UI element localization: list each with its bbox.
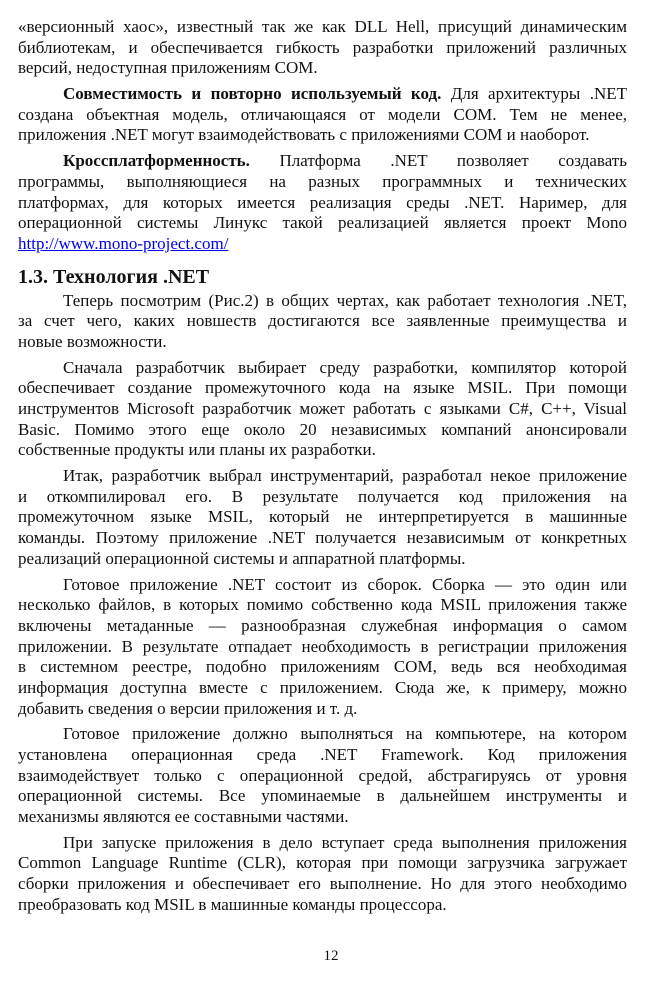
paragraph	[18, 724, 627, 827]
bold-lead: Совместимость и повторно используемый код.	[63, 84, 442, 104]
text-line: реализаций операционной системы и аппаратной платформы.	[18, 548, 466, 568]
paragraph	[18, 17, 627, 79]
text-line: промежуточном языке MSIL, который не интерпретируется в машинные	[18, 507, 627, 527]
text-line: новые возможности.	[18, 331, 167, 351]
section-heading: 1.3. Технология .NET	[18, 265, 210, 288]
text-line: обеспечивает создание промежуточного кода на языке MSIL. При помощи	[18, 378, 627, 398]
paragraph	[18, 151, 627, 254]
text-line: библиотекам, и обеспечивается гибкость разработки приложений различных	[18, 37, 627, 57]
text-line: информация доступна вместе с приложением. Сюда же, к примеру, можно	[18, 677, 627, 697]
text-line: При запуске приложения в дело вступает среда выполнения приложения	[63, 832, 627, 852]
text-line	[18, 84, 627, 105]
text-line: версий, недоступная приложениям COM.	[18, 58, 318, 78]
paragraph	[18, 575, 627, 720]
paragraph	[18, 84, 627, 146]
text-line: собственные продукты или планы их разработки.	[18, 440, 376, 460]
text-line: платформах, для которых имеется реализация среды .NET. Наример, для	[18, 192, 627, 212]
paragraph	[18, 833, 627, 916]
line-text: Платформа .NET позволяет создавать	[249, 151, 627, 171]
text-line: Common Language Runtime (CLR), которая при помощи загрузчика загружает	[18, 853, 627, 873]
section-intro	[18, 17, 627, 255]
text-line: включены метаданные — разнообразная служебная информация о самом	[18, 615, 627, 635]
text-line: приложения .NET могут взаимодействовать с приложениями COM и наоборот.	[18, 125, 590, 145]
text-line: Итак, разработчик выбрал инструментарий, разработал некое приложение	[63, 466, 627, 486]
text-line: в системном реестре, подобно приложениям COM, ведь вся необходимая	[18, 657, 627, 677]
text-line: операционной системы. Все упоминаемые в дальнейшем инструменты и	[18, 786, 627, 806]
paragraph	[18, 291, 627, 353]
text-line: и откомпилировал его. В результате получается код приложения на	[18, 486, 627, 506]
text-line: Basic. Помимо этого еще около 20 независимых компаний анонсировали	[18, 419, 627, 439]
text-line: приложении. В результате отпадает необходимость в регистрации приложения	[18, 636, 627, 656]
text-line: инструментов Microsoft разработчик может работать с языками C#, C++, Visual	[18, 399, 627, 418]
text-line: программы, выполняющиеся на разных программных и технических	[18, 171, 627, 191]
text-line: за счет чего, каких новшеств достигаются все заявленные преимущества и	[18, 311, 627, 331]
text-line: Готовое приложение .NET состоит из сборок. Сборка — это один или	[63, 574, 627, 594]
paragraph	[18, 466, 627, 569]
paragraph	[18, 358, 627, 461]
text-line	[18, 151, 627, 172]
bold-lead: Кроссплатформенность.	[63, 151, 250, 171]
text-line: взаимодействует только с операционной средой, абстрагируясь от уровня	[18, 765, 627, 785]
text-line: создана объектная модель, отличающаяся от модели COM. Тем не менее,	[18, 104, 627, 124]
text-line: операционной системы Линукс такой реализацией является проект Mono	[18, 213, 627, 233]
text-line: Теперь посмотрим (Рис.2) в общих чертах, как работает технология .NET,	[63, 290, 627, 310]
line-text: Для архитектуры .NET	[441, 84, 627, 104]
section-body	[18, 291, 627, 916]
text-line: Готовое приложение должно выполняться на компьютере, на котором	[63, 724, 627, 744]
text-line: преобразовать код MSIL в машинные команды процессора.	[18, 894, 447, 914]
text-line: команды. Поэтому приложение .NET получается независимым от конкретных	[18, 528, 627, 548]
text-line: механизмы являются ее составными частями.	[18, 807, 349, 827]
text-line: «версионный хаос», известный так же как DLL Hell, присущий динамическим	[18, 17, 627, 36]
document-page	[18, 17, 627, 921]
page-number: 12	[323, 948, 339, 964]
text-line: Сначала разработчик выбирает среду разработки, компилятор которой	[63, 357, 627, 377]
text-line: несколько файлов, в которых помимо собственно кода MSIL приложения также	[18, 595, 627, 615]
mono-project-link[interactable]: http://www.mono-project.com/	[18, 233, 229, 253]
text-line: добавить сведения о версии приложения и т. д.	[18, 698, 358, 718]
text-line	[18, 234, 627, 255]
text-line: сборки приложения и обеспечивает его выполнение. Но для этого необходимо	[18, 874, 627, 894]
text-line: установлена операционная среда .NET Framework. Код приложения	[18, 745, 627, 764]
